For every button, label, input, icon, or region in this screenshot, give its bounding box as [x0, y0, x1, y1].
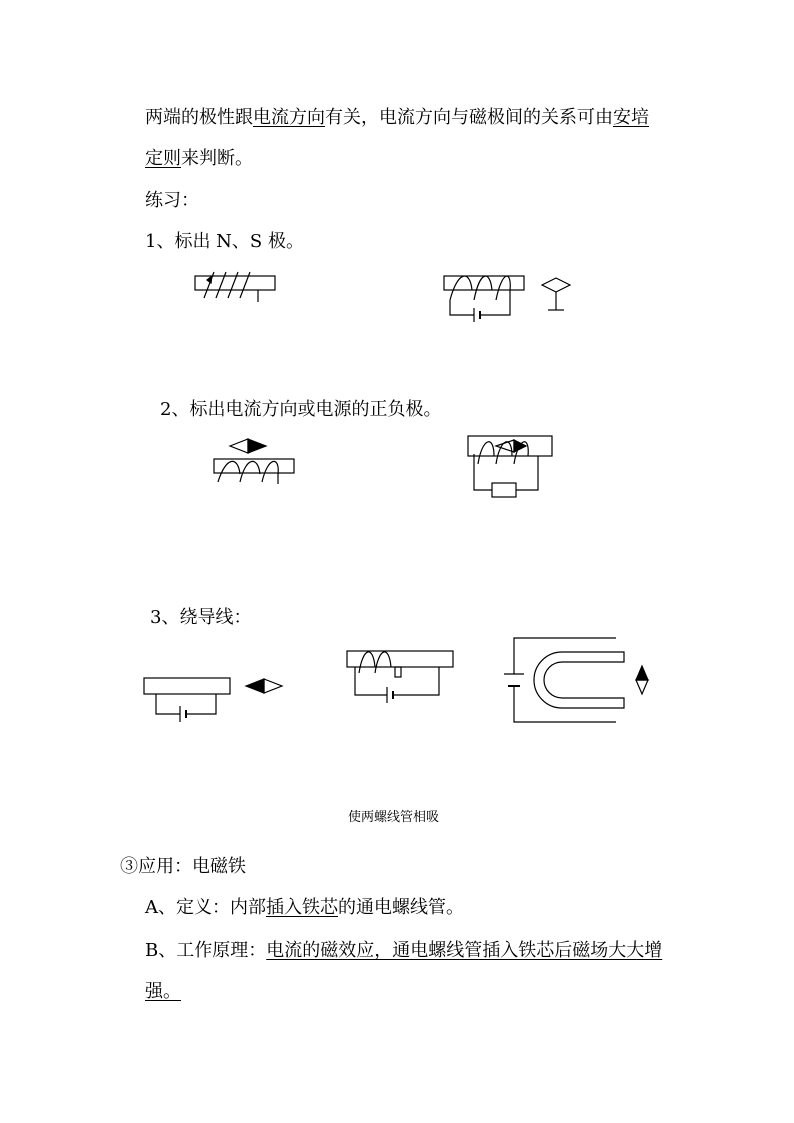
compass-needle-icon [538, 276, 576, 314]
principle-label: B、工作原理： [145, 940, 267, 961]
figure-2a-solenoid-with-needle [210, 436, 300, 486]
figure-caption: 使两螺线管相吸 [348, 810, 440, 825]
exercise-heading: 练习： [145, 190, 199, 211]
underlined-term: 电流的磁效应，通电螺线管插入铁芯后磁场大大增 [266, 940, 663, 961]
underlined-term: 安培 [613, 107, 649, 128]
definition-text: A、定义：内部 [145, 897, 266, 918]
question-3: 3、绕导线： [150, 607, 252, 628]
intro-text: 来判断。 [181, 148, 253, 169]
figure-3b-solenoid-battery [345, 645, 455, 715]
question-2: 2、标出电流方向或电源的正负极。 [160, 399, 442, 420]
intro-text: 两端的极性跟 [145, 107, 253, 128]
figure-1a-solenoid [190, 270, 280, 310]
figure-3c-horseshoe-magnet [500, 634, 660, 726]
intro-line-2 [145, 147, 253, 171]
underlined-term: 强。 [145, 981, 181, 1002]
figure-1b-solenoid-circuit [440, 268, 530, 328]
question-1: 1、标出 N、S 极。 [145, 231, 304, 252]
definition-line [145, 896, 464, 920]
figure-3a-bar-battery [140, 672, 290, 728]
underlined-term: 电流方向 [253, 107, 325, 128]
definition-text: 的通电螺线管。 [338, 897, 464, 918]
application-heading: ③应用：电磁铁 [120, 856, 246, 877]
principle-line [145, 939, 662, 963]
underlined-term: 定则 [145, 148, 181, 169]
intro-line-1 [145, 106, 649, 130]
principle-line-2 [145, 980, 181, 1004]
figure-2b-solenoid-resistor [466, 432, 556, 502]
intro-text: 有关，电流方向与磁极间的关系可由 [325, 107, 613, 128]
underlined-term: 插入铁芯 [266, 897, 338, 918]
